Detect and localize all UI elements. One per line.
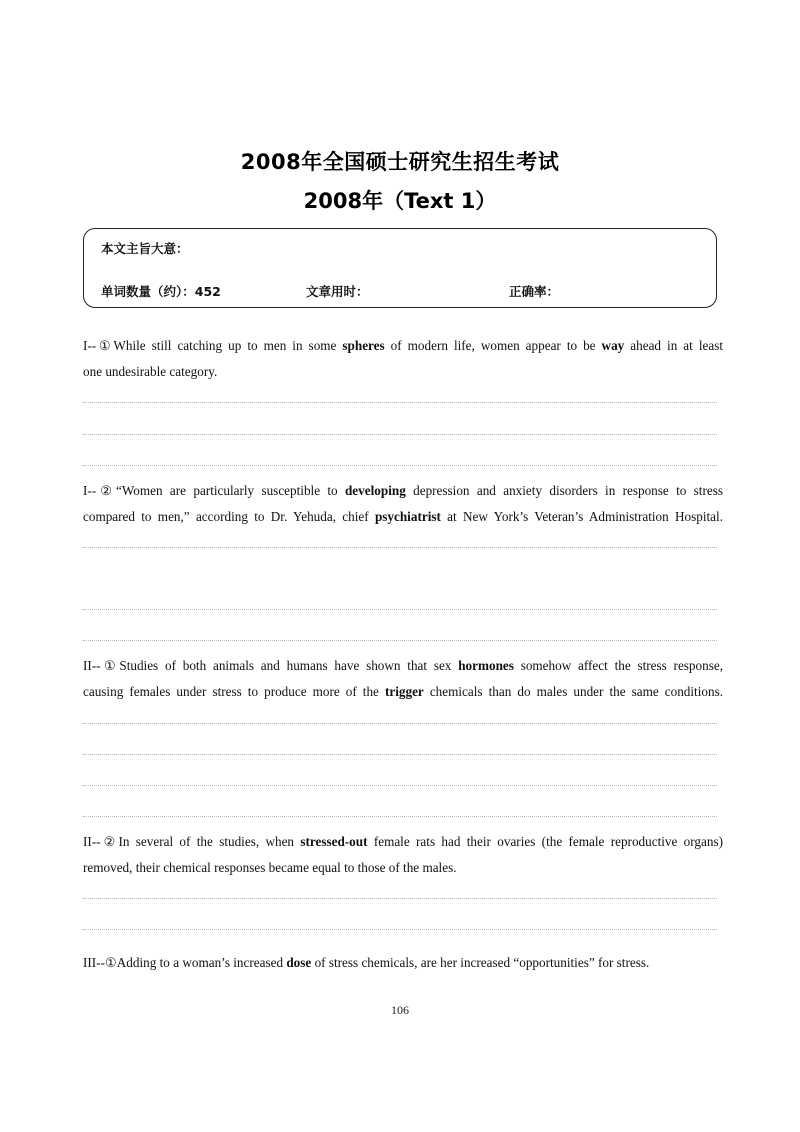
vocab-term: trigger — [384, 684, 424, 699]
answer-line — [83, 640, 717, 641]
answer-line — [83, 434, 717, 435]
exam-title: 2008年全国硕士研究生招生考试 — [240, 150, 560, 174]
answer-line — [83, 929, 717, 930]
answer-line — [83, 785, 717, 786]
time-used-label: 文章用时： — [306, 284, 369, 299]
answer-line — [83, 402, 717, 403]
paragraph-line: I--②“Women are particularly susceptible to developing depression and anxiety disorders in response to stress — [83, 483, 723, 498]
paragraph-4 — [83, 829, 723, 881]
page-number: 106 — [391, 1003, 409, 1017]
vocab-term: stressed-out — [300, 834, 368, 849]
paragraph-line: causing females under stress to produce more of the trigger chemicals than do males under the same conditions. — [83, 684, 724, 699]
main-idea-label: 本文主旨大意： — [101, 241, 189, 256]
vocab-term: developing — [344, 483, 406, 498]
vocab-term: dose — [286, 955, 312, 970]
word-count-label: 单词数量（约）：452 — [101, 284, 221, 299]
answer-line — [83, 609, 717, 610]
answer-line — [83, 754, 717, 755]
paragraph-5 — [83, 950, 723, 976]
vocab-term: psychiatrist — [374, 509, 441, 524]
text-subtitle: 2008年（Text 1） — [303, 189, 497, 213]
paragraph-line: one undesirable category. — [83, 364, 218, 379]
paragraph-line: removed, their chemical responses became equal to those of the males. — [83, 860, 457, 875]
answer-line — [83, 816, 717, 817]
answer-line — [83, 547, 717, 548]
paragraph-line: III--①Adding to a woman’s increased dose of stress chemicals, are her increased “opportunities” for stress. — [83, 955, 650, 970]
vocab-term: spheres — [342, 338, 385, 353]
paragraph-1 — [83, 333, 723, 385]
vocab-term: way — [601, 338, 625, 353]
vocab-term: hormones — [458, 658, 514, 673]
paragraph-2 — [83, 478, 723, 530]
answer-line — [83, 898, 717, 899]
answer-line — [83, 465, 717, 466]
accuracy-label: 正确率： — [509, 284, 560, 299]
answer-line — [83, 723, 717, 724]
paragraph-3 — [83, 653, 723, 705]
paragraph-line: II--②In several of the studies, when stressed-out female rats had their ovaries (the female reproductive organs) — [83, 834, 723, 849]
paragraph-line: I--①While still catching up to men in some spheres of modern life, women appear to be way ahead in at least — [83, 338, 723, 353]
summary-info-box — [83, 228, 717, 308]
paragraph-line: compared to men,” according to Dr. Yehuda, chief psychiatrist at New York’s Veteran’s Administration Hospital. — [83, 509, 723, 524]
paragraph-line: II--①Studies of both animals and humans have shown that sex hormones somehow affect the stress response, — [83, 658, 723, 673]
